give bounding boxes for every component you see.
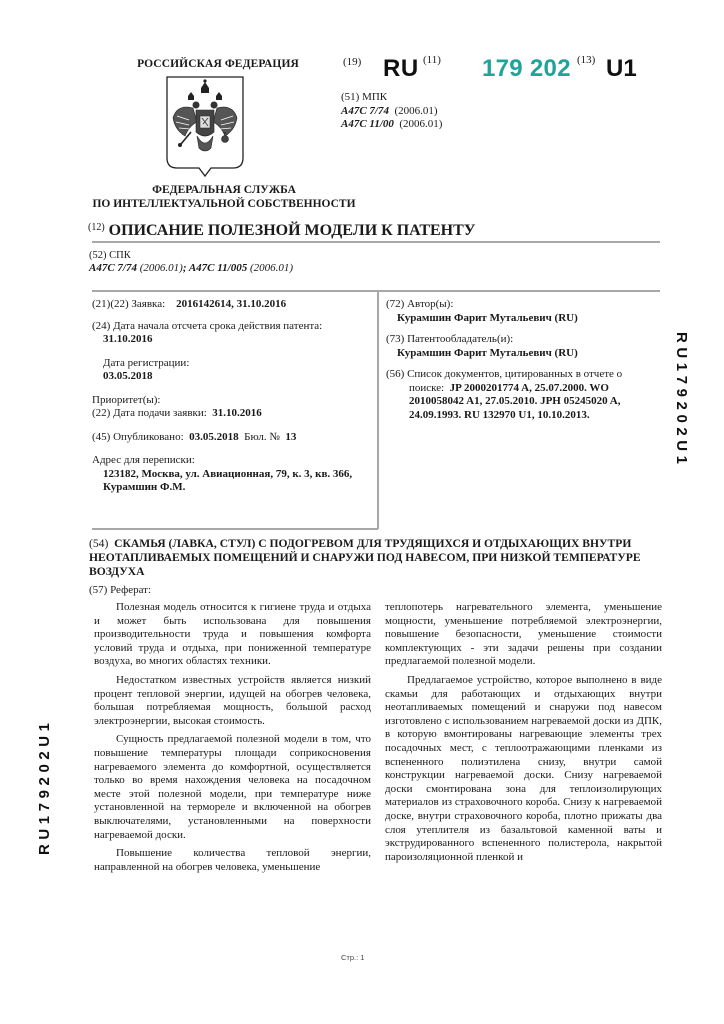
authors-label: (72) Автор(ы):	[386, 298, 454, 310]
inid-54: (54)	[89, 537, 109, 550]
term-start-field	[92, 320, 377, 347]
document-title-text: ОПИСАНИЕ ПОЛЕЗНОЙ МОДЕЛИ К ПАТЕНТУ	[108, 222, 476, 239]
abstract-label: (57) Реферат:	[89, 584, 152, 596]
bulletin-label: Бюл. №	[244, 430, 280, 443]
priority-field	[92, 394, 377, 421]
cpc-codes	[89, 262, 293, 275]
priority-label: Приоритет(ы):	[92, 393, 161, 406]
side-label-left: R U 1 7 9 2 0 2 U 1	[36, 722, 53, 855]
published-value: 03.05.2018	[189, 430, 239, 443]
ipc-classification	[341, 91, 442, 132]
column-divider	[377, 291, 379, 529]
cpc-separator: ;	[182, 262, 189, 274]
abstract-column-right	[385, 601, 662, 869]
registration-field	[92, 357, 377, 384]
term-start-label: (24) Дата начала отсчета срока действия патента:	[92, 319, 323, 332]
cpc-code: A47C 7/74	[89, 262, 137, 274]
registration-value: 03.05.2018	[103, 370, 153, 382]
cpc-code: A47C 11/005	[188, 262, 248, 274]
abstract-column-left	[94, 601, 371, 879]
document-title	[88, 222, 476, 240]
owners-label: (73) Патентообладатель(и):	[386, 333, 514, 345]
country-name-text: РОССИЙСКАЯ ФЕДЕРАЦИЯ	[137, 58, 299, 70]
address-field	[92, 454, 377, 495]
application-label: (21)(22) Заявка:	[92, 298, 166, 310]
divider-rule	[92, 290, 660, 292]
divider-rule	[92, 528, 378, 530]
filing-value: 31.10.2016	[212, 407, 262, 419]
inid-11: (11)	[423, 54, 441, 66]
owners-field	[386, 333, 656, 360]
cpc-version: (2006.01)	[249, 262, 294, 274]
agency-line-2: ПО ИНТЕЛЛЕКТУАЛЬНОЙ СОБСТВЕННОСТИ	[92, 198, 356, 210]
abstract-paragraph: Полезная модель относится к гигиене труда и отдыха и может быть использована для повышения производительности труда и повышения комфорта условий труда и отдыха, при пониженной температуре воздуха, во многих областях техники.	[94, 601, 371, 668]
country-name	[78, 54, 348, 72]
patent-number: 179 202	[482, 55, 571, 82]
side-label-right: R U 1 7 9 2 0 2 U 1	[673, 332, 690, 465]
cited-label: (56) Список документов, цитированных в отчете о поиске:	[386, 368, 623, 394]
authors-value: Курамшин Фарит Мутальевич (RU)	[397, 311, 578, 324]
kind-code: U1	[606, 55, 637, 82]
inid-12: (12)	[88, 222, 105, 233]
ipc-label: (51) МПК	[341, 91, 388, 103]
divider-rule	[92, 241, 660, 243]
address-line-1: 123182, Москва, ул. Авиационная, 79, к. 3, кв. 366,	[103, 467, 353, 480]
term-start-value: 31.10.2016	[103, 333, 153, 345]
cpc-version: (2006.01)	[139, 262, 183, 274]
agency-line-1: ФЕДЕРАЛЬНАЯ СЛУЖБА	[152, 184, 296, 196]
bulletin-value: 13	[285, 430, 297, 443]
ipc-code: A47C 11/00	[341, 118, 394, 130]
cited-documents-field	[386, 368, 656, 422]
cpc-classification	[89, 249, 293, 275]
inid-19: (19)	[343, 56, 362, 68]
application-value: 2016142614, 31.10.2016	[176, 298, 287, 310]
abstract-paragraph: Сущность предлагаемой полезной модели в том, что повышение температуры площади соприкосновения нагреваемого элемента до комфортной, осуществляется только во время нахождения человека на посадочном месте этой полезной модели, при температуре ниже установленной на термореле и включенной на обогрев выключателями, установленными на поверхности нагреваемой доски.	[94, 733, 371, 841]
bibliographic-data-left	[92, 298, 377, 503]
ipc-version: (2006.01)	[399, 118, 443, 130]
authors-field	[386, 298, 656, 325]
agency-name	[78, 183, 370, 211]
invention-title-text: СКАМЬЯ (ЛАВКА, СТУЛ) С ПОДОГРЕВОМ ДЛЯ ТРУДЯЩИХСЯ И ОТДЫХАЮЩИХ ВНУТРИ НЕОТАПЛИВАЕМЫХ ПОМЕЩЕНИЙ И СНАРУЖИ ПОД НАВЕСОМ, ПРИ НИЗКОЙ ТЕМПЕРАТУРЕ ВОЗДУХА	[89, 537, 641, 578]
russian-coat-of-arms-icon	[163, 74, 247, 178]
filing-label: (22) Дата подачи заявки:	[92, 407, 207, 419]
abstract-paragraph: теплопотерь нагревательного элемента, уменьшение мощности, уменьшение потребляемой электроэнергии, повышение безопасности, уменьшение стоимости комплектующих - эти задачи решены при создании предлагаемой полезной модели.	[385, 601, 662, 668]
ipc-entry	[341, 105, 442, 119]
registration-label: Дата регистрации:	[103, 356, 190, 369]
owners-value: Курамшин Фарит Мутальевич (RU)	[397, 346, 578, 359]
cited-value: JP 2000201774 A, 25.07.2000. WO 2010058042 A1, 27.05.2010. JPH 05245020 A, 24.09.1993. RU 132970 U1, 10.10.2013.	[409, 381, 621, 421]
address-line-2: Курамшин Ф.М.	[103, 481, 186, 493]
ipc-code: A47C 7/74	[341, 104, 389, 117]
abstract-paragraph: Недостатком известных устройств является низкий процент тепловой энергии, идущей на обогрев человека, большая потребляемая мощность, большой расход электроэнергии, высокая стоимость.	[94, 673, 371, 727]
filing-date-row	[92, 407, 377, 421]
invention-title	[89, 537, 659, 579]
bibliographic-data-right	[386, 298, 656, 430]
published-label: (45) Опубликовано:	[92, 430, 184, 443]
ipc-version: (2006.01)	[394, 104, 438, 117]
inid-13: (13)	[577, 54, 596, 66]
cpc-label: (52) СПК	[89, 250, 131, 261]
ipc-entry	[341, 118, 442, 132]
application-field	[92, 298, 377, 312]
address-label: Адрес для переписки:	[92, 454, 195, 466]
abstract-paragraph: Повышение количества тепловой энергии, направленной на обогрев человека, уменьшение	[94, 847, 371, 873]
published-field	[92, 431, 377, 445]
abstract-paragraph: Предлагаемое устройство, которое выполнено в виде скамьи для работающих и отдыхающих внутри неотапливаемых помещений и снаружи под навесом изготовлено с использованием нагреваемой доски из ДПК, в которую вмонтированы нагревающие элементы трех посадочных мест, с теплоотражающими пленками из вспененного полиэтилена снизу, внутри самой конструкции нагреваемой доски. Снизу нагреваемой доски смонтирована зона для теплоизолирующих материалов из страховочного короба. Снизу к нагреваемой доске, внутри страховочного короба, плотно прижаты два слоя утеплителя из базальтовой каменной ваты и экструдированного вспененного полистерола, накрытой пароизоляционной пленкой и	[385, 673, 662, 863]
page-number: Стр.: 1	[341, 953, 365, 962]
country-code: RU	[383, 55, 419, 82]
